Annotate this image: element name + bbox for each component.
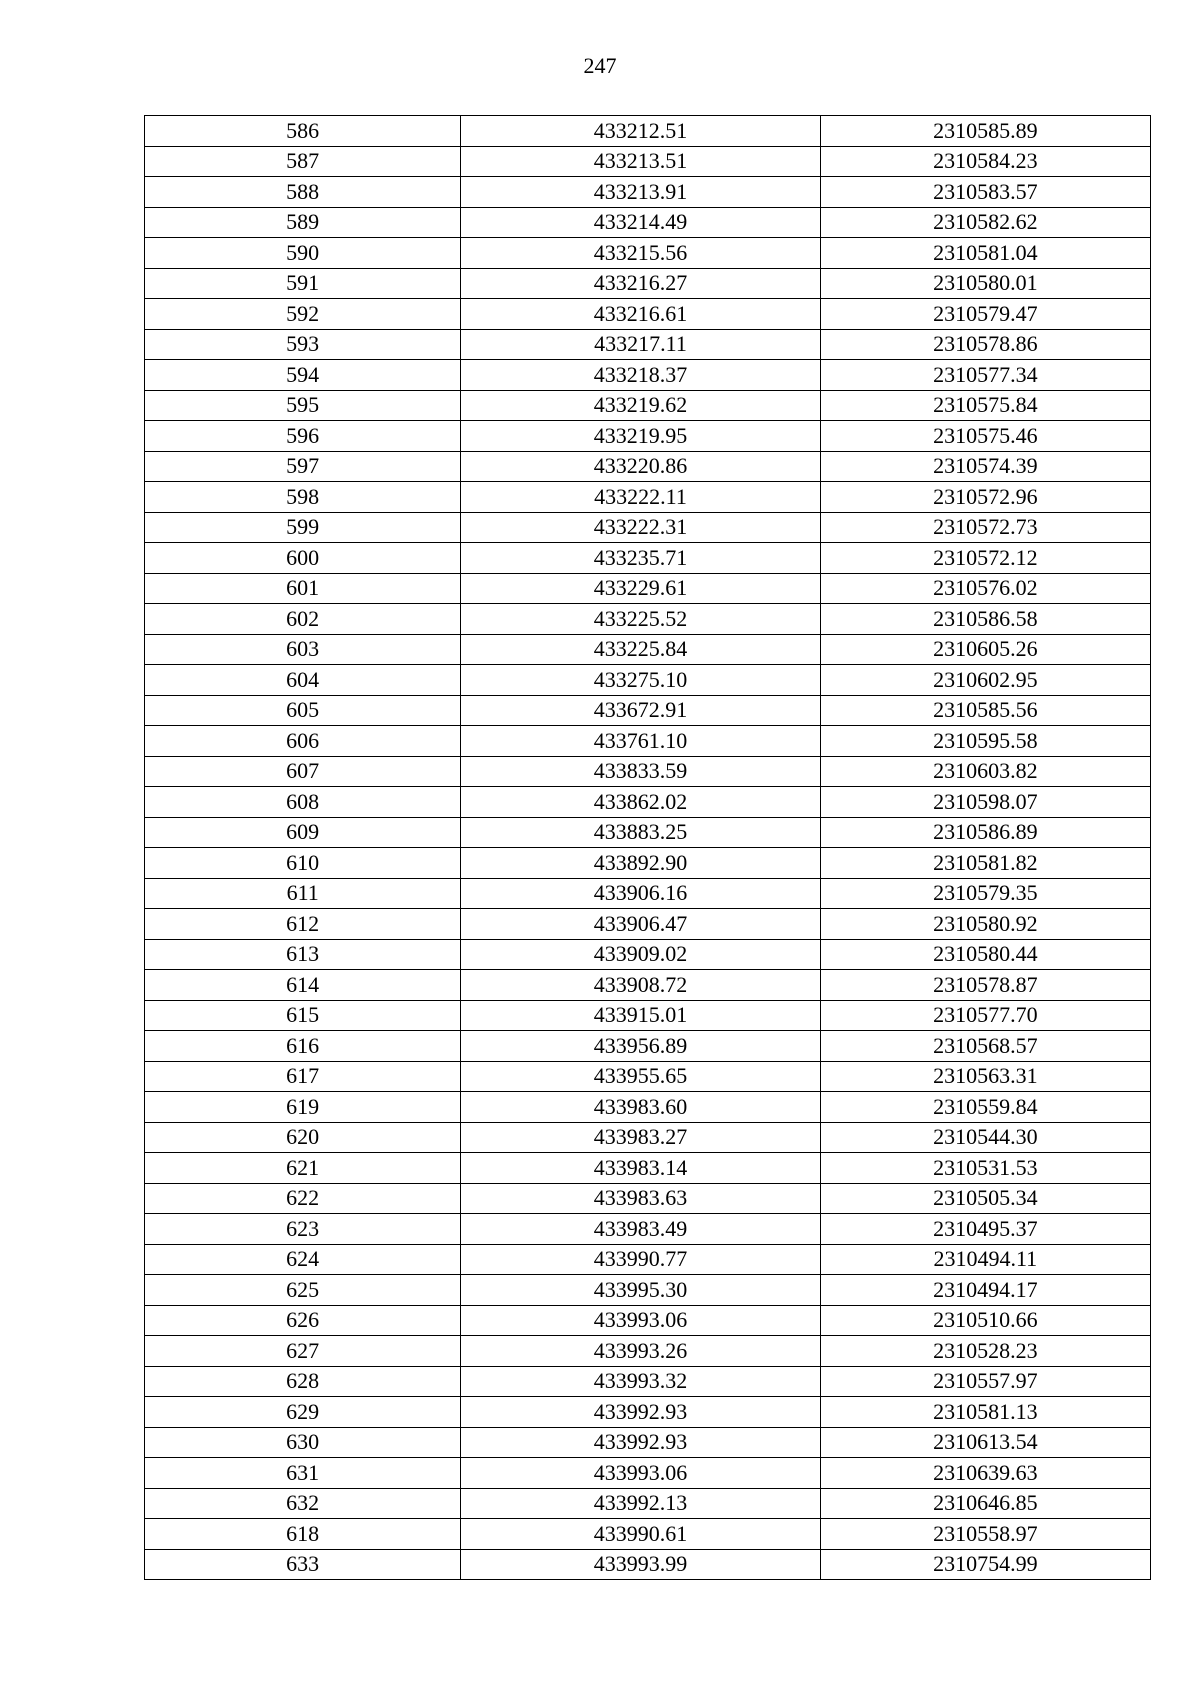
table-row (145, 390, 1151, 421)
y-coordinate-cell: 2310584.23 (820, 146, 1150, 177)
table-row (145, 1305, 1151, 1336)
point-number-cell: 629 (145, 1397, 461, 1428)
y-coordinate-cell: 2310576.02 (820, 573, 1150, 604)
table-row (145, 451, 1151, 482)
table-row (145, 756, 1151, 787)
point-number-cell: 592 (145, 299, 461, 330)
point-number-cell: 624 (145, 1244, 461, 1275)
table-row (145, 1366, 1151, 1397)
x-coordinate-cell: 433216.27 (461, 268, 820, 299)
y-coordinate-cell: 2310585.56 (820, 695, 1150, 726)
x-coordinate-cell: 433213.51 (461, 146, 820, 177)
point-number-cell: 607 (145, 756, 461, 787)
y-coordinate-cell: 2310559.84 (820, 1092, 1150, 1123)
x-coordinate-cell: 433862.02 (461, 787, 820, 818)
table-row (145, 360, 1151, 391)
x-coordinate-cell: 433955.65 (461, 1061, 820, 1092)
point-number-cell: 617 (145, 1061, 461, 1092)
x-coordinate-cell: 433225.84 (461, 634, 820, 665)
x-coordinate-cell: 433993.06 (461, 1305, 820, 1336)
y-coordinate-cell: 2310572.12 (820, 543, 1150, 574)
x-coordinate-cell: 433956.89 (461, 1031, 820, 1062)
x-coordinate-cell: 433906.47 (461, 909, 820, 940)
point-number-cell: 589 (145, 207, 461, 238)
point-number-cell: 626 (145, 1305, 461, 1336)
y-coordinate-cell: 2310580.44 (820, 939, 1150, 970)
page-number: 247 (583, 53, 617, 78)
x-coordinate-cell: 433908.72 (461, 970, 820, 1001)
y-coordinate-cell: 2310583.57 (820, 177, 1150, 208)
x-coordinate-cell: 433993.32 (461, 1366, 820, 1397)
y-coordinate-cell: 2310572.96 (820, 482, 1150, 513)
y-coordinate-cell: 2310581.82 (820, 848, 1150, 879)
y-coordinate-cell: 2310577.34 (820, 360, 1150, 391)
point-number-cell: 597 (145, 451, 461, 482)
y-coordinate-cell: 2310646.85 (820, 1488, 1150, 1519)
y-coordinate-cell: 2310510.66 (820, 1305, 1150, 1336)
y-coordinate-cell: 2310494.17 (820, 1275, 1150, 1306)
x-coordinate-cell: 433214.49 (461, 207, 820, 238)
table-row (145, 634, 1151, 665)
table-row (145, 421, 1151, 452)
coordinate-table (144, 115, 1151, 1580)
table-row (145, 1336, 1151, 1367)
point-number-cell: 601 (145, 573, 461, 604)
table-row (145, 238, 1151, 269)
point-number-cell: 605 (145, 695, 461, 726)
y-coordinate-cell: 2310578.86 (820, 329, 1150, 360)
y-coordinate-cell: 2310505.34 (820, 1183, 1150, 1214)
table-row (145, 512, 1151, 543)
x-coordinate-cell: 433983.27 (461, 1122, 820, 1153)
x-coordinate-cell: 433218.37 (461, 360, 820, 391)
table-row (145, 787, 1151, 818)
point-number-cell: 602 (145, 604, 461, 635)
point-number-cell: 599 (145, 512, 461, 543)
x-coordinate-cell: 433275.10 (461, 665, 820, 696)
point-number-cell: 632 (145, 1488, 461, 1519)
x-coordinate-cell: 433220.86 (461, 451, 820, 482)
table-row (145, 1397, 1151, 1428)
y-coordinate-cell: 2310579.47 (820, 299, 1150, 330)
x-coordinate-cell: 433983.63 (461, 1183, 820, 1214)
y-coordinate-cell: 2310580.92 (820, 909, 1150, 940)
table-row (145, 329, 1151, 360)
y-coordinate-cell: 2310598.07 (820, 787, 1150, 818)
table-row (145, 1092, 1151, 1123)
table-row (145, 695, 1151, 726)
table-row (145, 1427, 1151, 1458)
x-coordinate-cell: 433672.91 (461, 695, 820, 726)
table-row (145, 1275, 1151, 1306)
y-coordinate-cell: 2310528.23 (820, 1336, 1150, 1367)
point-number-cell: 590 (145, 238, 461, 269)
x-coordinate-cell: 433761.10 (461, 726, 820, 757)
y-coordinate-cell: 2310579.35 (820, 878, 1150, 909)
x-coordinate-cell: 433229.61 (461, 573, 820, 604)
point-number-cell: 609 (145, 817, 461, 848)
table-row (145, 1000, 1151, 1031)
x-coordinate-cell: 433219.95 (461, 421, 820, 452)
x-coordinate-cell: 433909.02 (461, 939, 820, 970)
y-coordinate-cell: 2310557.97 (820, 1366, 1150, 1397)
point-number-cell: 606 (145, 726, 461, 757)
y-coordinate-cell: 2310531.53 (820, 1153, 1150, 1184)
x-coordinate-cell: 433906.16 (461, 878, 820, 909)
table-row (145, 146, 1151, 177)
table-row (145, 268, 1151, 299)
table-row (145, 1122, 1151, 1153)
y-coordinate-cell: 2310586.89 (820, 817, 1150, 848)
point-number-cell: 598 (145, 482, 461, 513)
x-coordinate-cell: 433222.31 (461, 512, 820, 543)
point-number-cell: 625 (145, 1275, 461, 1306)
table-row (145, 1519, 1151, 1550)
y-coordinate-cell: 2310558.97 (820, 1519, 1150, 1550)
x-coordinate-cell: 433213.91 (461, 177, 820, 208)
x-coordinate-cell: 433992.13 (461, 1488, 820, 1519)
table-row (145, 848, 1151, 879)
table-row (145, 1549, 1151, 1580)
table-row (145, 177, 1151, 208)
x-coordinate-cell: 433219.62 (461, 390, 820, 421)
table-row (145, 665, 1151, 696)
y-coordinate-cell: 2310585.89 (820, 116, 1150, 147)
y-coordinate-cell: 2310754.99 (820, 1549, 1150, 1580)
point-number-cell: 594 (145, 360, 461, 391)
table-row (145, 939, 1151, 970)
table-row (145, 1214, 1151, 1245)
point-number-cell: 588 (145, 177, 461, 208)
y-coordinate-cell: 2310575.84 (820, 390, 1150, 421)
x-coordinate-cell: 433883.25 (461, 817, 820, 848)
table-row (145, 909, 1151, 940)
point-number-cell: 595 (145, 390, 461, 421)
point-number-cell: 613 (145, 939, 461, 970)
y-coordinate-cell: 2310581.04 (820, 238, 1150, 269)
y-coordinate-cell: 2310580.01 (820, 268, 1150, 299)
y-coordinate-cell: 2310578.87 (820, 970, 1150, 1001)
y-coordinate-cell: 2310563.31 (820, 1061, 1150, 1092)
x-coordinate-cell: 433990.61 (461, 1519, 820, 1550)
table-row (145, 1488, 1151, 1519)
x-coordinate-cell: 433915.01 (461, 1000, 820, 1031)
table-row (145, 878, 1151, 909)
table-row (145, 299, 1151, 330)
table-row (145, 604, 1151, 635)
y-coordinate-cell: 2310603.82 (820, 756, 1150, 787)
table-row (145, 543, 1151, 574)
x-coordinate-cell: 433992.93 (461, 1427, 820, 1458)
y-coordinate-cell: 2310575.46 (820, 421, 1150, 452)
point-number-cell: 627 (145, 1336, 461, 1367)
table-row (145, 1458, 1151, 1489)
table-row (145, 1061, 1151, 1092)
y-coordinate-cell: 2310595.58 (820, 726, 1150, 757)
y-coordinate-cell: 2310577.70 (820, 1000, 1150, 1031)
point-number-cell: 604 (145, 665, 461, 696)
x-coordinate-cell: 433215.56 (461, 238, 820, 269)
point-number-cell: 621 (145, 1153, 461, 1184)
point-number-cell: 616 (145, 1031, 461, 1062)
y-coordinate-cell: 2310494.11 (820, 1244, 1150, 1275)
point-number-cell: 628 (145, 1366, 461, 1397)
x-coordinate-cell: 433983.60 (461, 1092, 820, 1123)
point-number-cell: 603 (145, 634, 461, 665)
x-coordinate-cell: 433225.52 (461, 604, 820, 635)
point-number-cell: 600 (145, 543, 461, 574)
coordinate-table-body (145, 116, 1151, 1580)
point-number-cell: 593 (145, 329, 461, 360)
point-number-cell: 620 (145, 1122, 461, 1153)
x-coordinate-cell: 433235.71 (461, 543, 820, 574)
table-row (145, 1031, 1151, 1062)
x-coordinate-cell: 433983.14 (461, 1153, 820, 1184)
x-coordinate-cell: 433222.11 (461, 482, 820, 513)
y-coordinate-cell: 2310602.95 (820, 665, 1150, 696)
y-coordinate-cell: 2310586.58 (820, 604, 1150, 635)
x-coordinate-cell: 433990.77 (461, 1244, 820, 1275)
y-coordinate-cell: 2310639.63 (820, 1458, 1150, 1489)
y-coordinate-cell: 2310544.30 (820, 1122, 1150, 1153)
point-number-cell: 612 (145, 909, 461, 940)
y-coordinate-cell: 2310568.57 (820, 1031, 1150, 1062)
point-number-cell: 623 (145, 1214, 461, 1245)
point-number-cell: 615 (145, 1000, 461, 1031)
table-row (145, 116, 1151, 147)
point-number-cell: 614 (145, 970, 461, 1001)
x-coordinate-cell: 433217.11 (461, 329, 820, 360)
x-coordinate-cell: 433993.99 (461, 1549, 820, 1580)
table-row (145, 482, 1151, 513)
point-number-cell: 631 (145, 1458, 461, 1489)
point-number-cell: 622 (145, 1183, 461, 1214)
point-number-cell: 619 (145, 1092, 461, 1123)
x-coordinate-cell: 433993.06 (461, 1458, 820, 1489)
table-row (145, 970, 1151, 1001)
point-number-cell: 587 (145, 146, 461, 177)
table-row (145, 726, 1151, 757)
y-coordinate-cell: 2310582.62 (820, 207, 1150, 238)
x-coordinate-cell: 433892.90 (461, 848, 820, 879)
point-number-cell: 610 (145, 848, 461, 879)
point-number-cell: 611 (145, 878, 461, 909)
point-number-cell: 608 (145, 787, 461, 818)
x-coordinate-cell: 433993.26 (461, 1336, 820, 1367)
table-row (145, 573, 1151, 604)
x-coordinate-cell: 433983.49 (461, 1214, 820, 1245)
point-number-cell: 630 (145, 1427, 461, 1458)
table-row (145, 817, 1151, 848)
table-row (145, 1153, 1151, 1184)
point-number-cell: 591 (145, 268, 461, 299)
table-row (145, 207, 1151, 238)
y-coordinate-cell: 2310581.13 (820, 1397, 1150, 1428)
table-row (145, 1244, 1151, 1275)
x-coordinate-cell: 433995.30 (461, 1275, 820, 1306)
y-coordinate-cell: 2310613.54 (820, 1427, 1150, 1458)
y-coordinate-cell: 2310572.73 (820, 512, 1150, 543)
point-number-cell: 633 (145, 1549, 461, 1580)
x-coordinate-cell: 433833.59 (461, 756, 820, 787)
point-number-cell: 586 (145, 116, 461, 147)
y-coordinate-cell: 2310605.26 (820, 634, 1150, 665)
y-coordinate-cell: 2310574.39 (820, 451, 1150, 482)
table-row (145, 1183, 1151, 1214)
point-number-cell: 596 (145, 421, 461, 452)
x-coordinate-cell: 433992.93 (461, 1397, 820, 1428)
x-coordinate-cell: 433212.51 (461, 116, 820, 147)
point-number-cell: 618 (145, 1519, 461, 1550)
y-coordinate-cell: 2310495.37 (820, 1214, 1150, 1245)
x-coordinate-cell: 433216.61 (461, 299, 820, 330)
